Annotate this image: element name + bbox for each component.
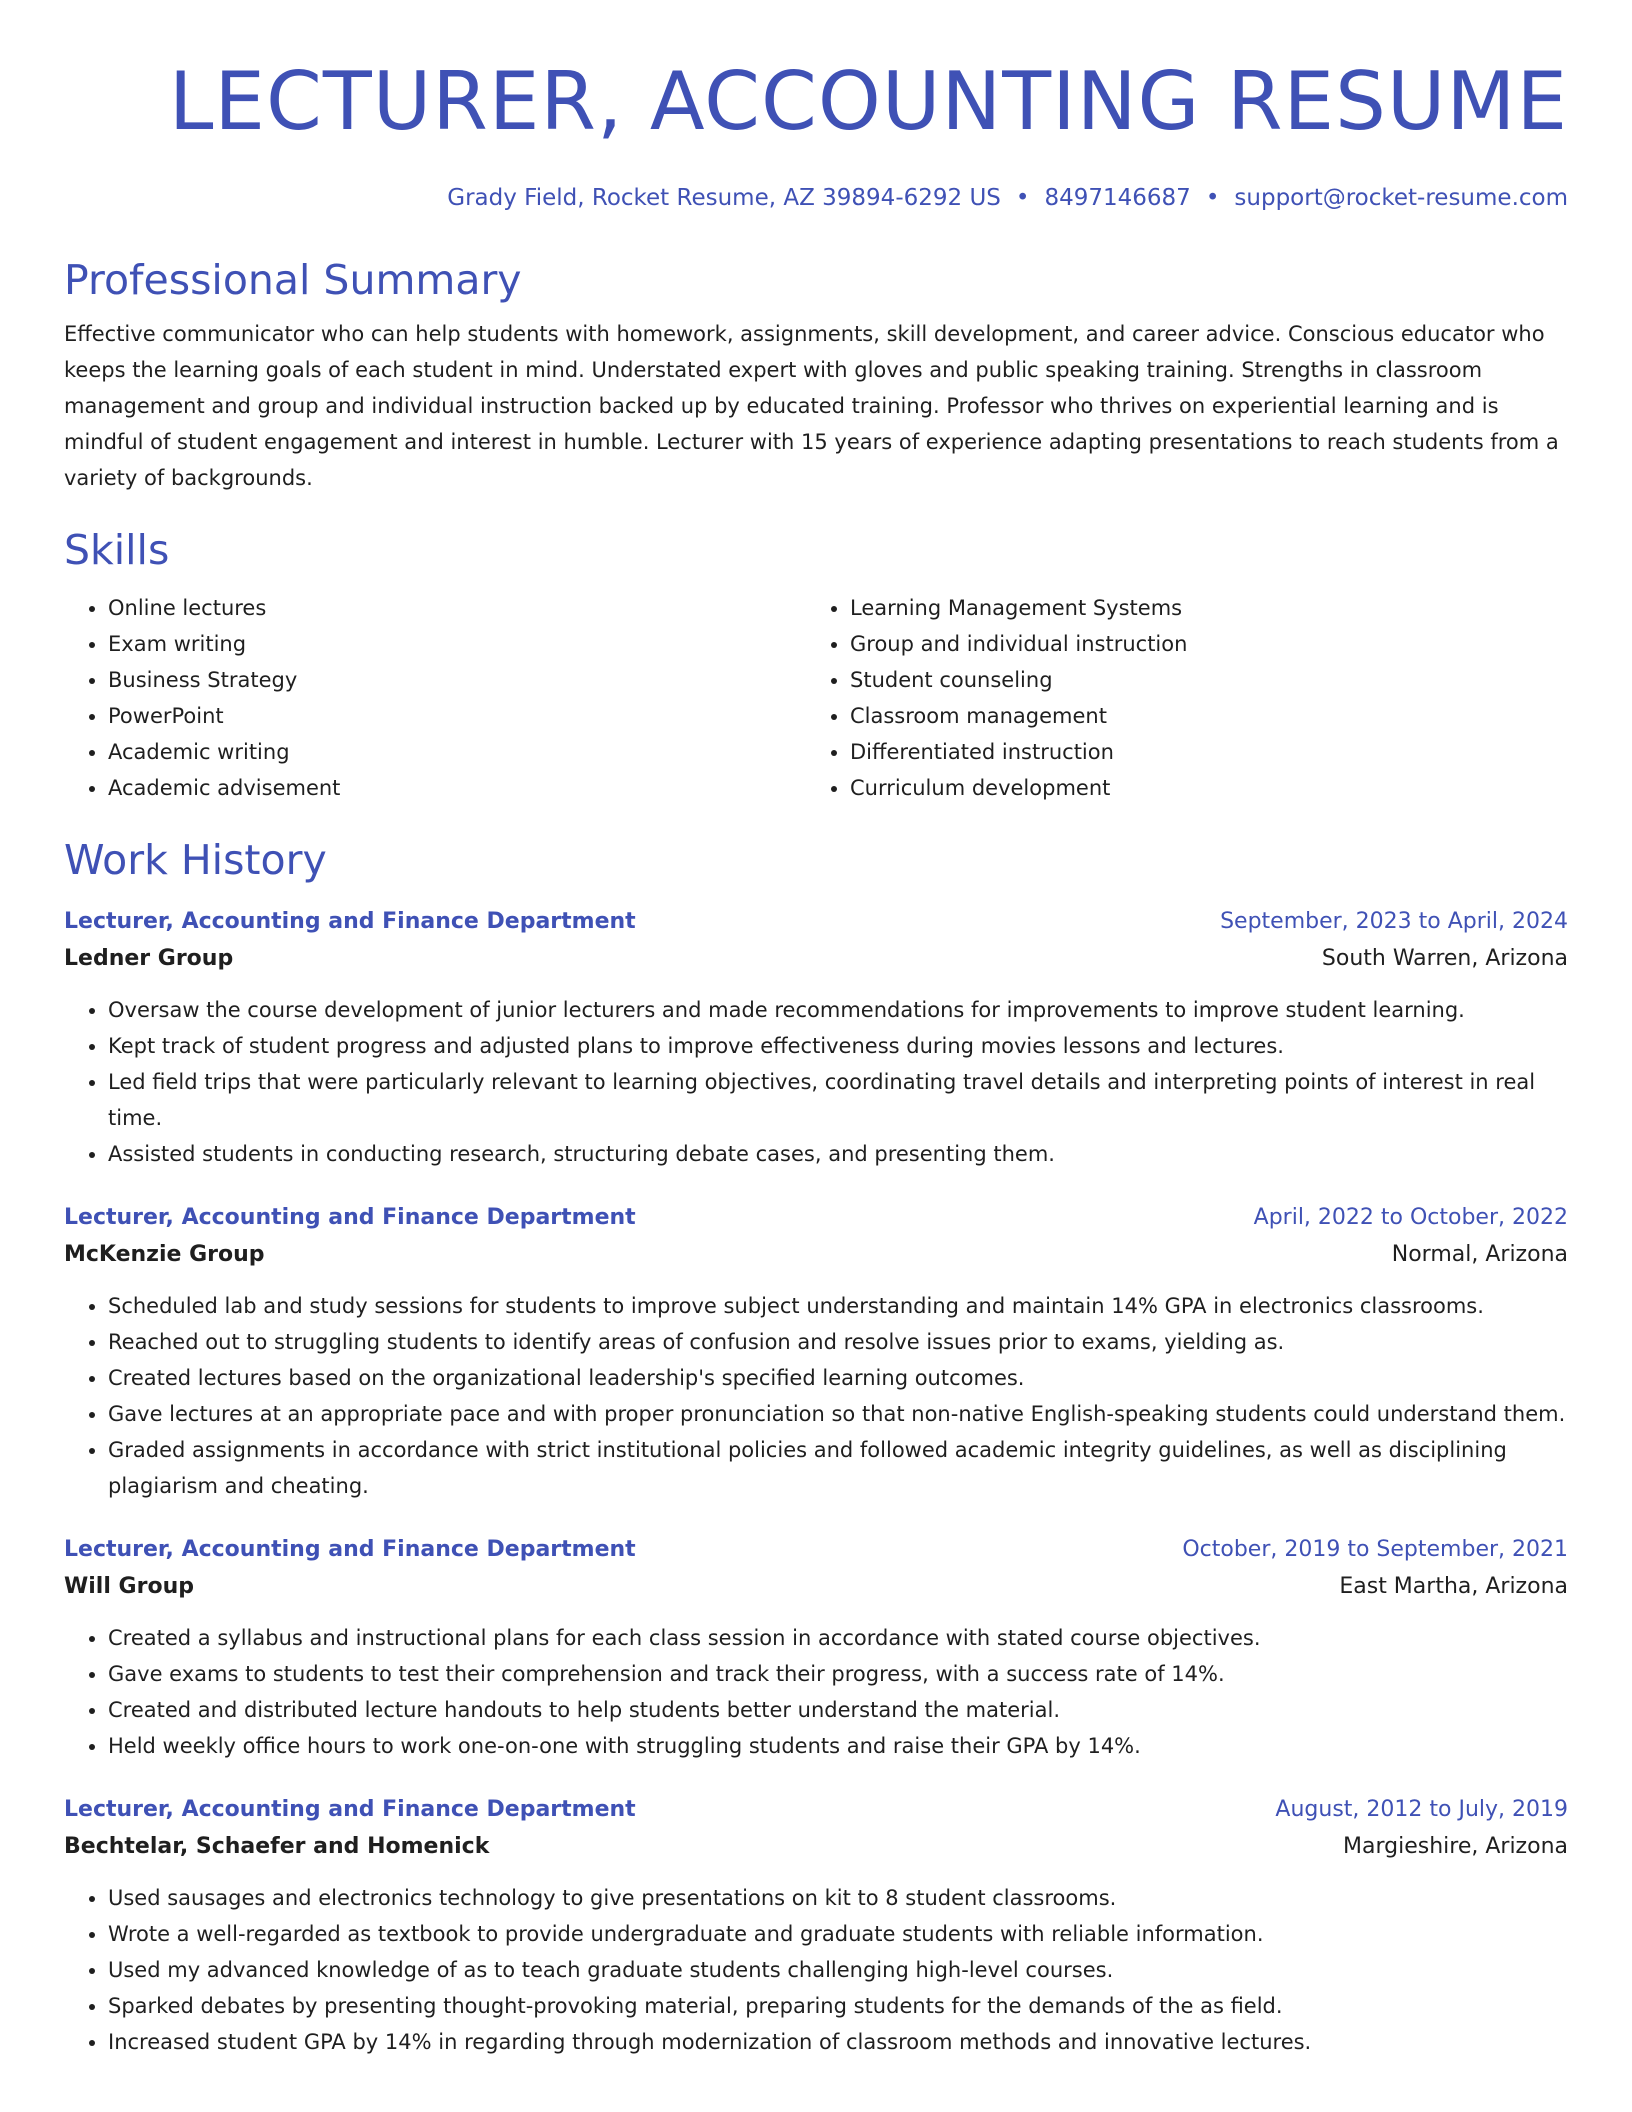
job-bullet: • Assisted students in conducting research, structuring debate cases, and presenting them.	[108, 1136, 1568, 1172]
job-subheader	[64, 940, 1568, 978]
job-dates: October, 2019 to September, 2021	[1182, 1537, 1568, 1562]
job-bullets	[64, 992, 1568, 1172]
job-subheader	[64, 1828, 1568, 1866]
job-bullet: • Used sausages and electronics technology to give presentations on kit to 8 student classrooms.	[108, 1880, 1568, 1916]
job-bullet: • Scheduled lab and study sessions for students to improve subject understanding and maintain 14% GPA in electronics classrooms.	[108, 1288, 1568, 1324]
job-location: South Warren, Arizona	[1321, 946, 1568, 971]
skill-item: • Business Strategy	[108, 662, 806, 698]
job-entry	[64, 1200, 1568, 1504]
job-dates: April, 2022 to October, 2022	[1253, 1205, 1568, 1230]
job-bullet: • Kept track of student progress and adjusted plans to improve effectiveness during movies lessons and lectures.	[108, 1028, 1568, 1064]
job-company: Will Group	[64, 1574, 194, 1599]
skill-item: • Differentiated instruction	[850, 734, 1548, 770]
job-dates: August, 2012 to July, 2019	[1275, 1797, 1568, 1822]
skill-item: • Curriculum development	[850, 770, 1548, 806]
job-bullet: • Created and distributed lecture handouts to help students better understand the material.	[108, 1692, 1568, 1728]
skill-item: • Learning Management Systems	[850, 590, 1548, 626]
skill-item: • Exam writing	[108, 626, 806, 662]
job-bullet: • Sparked debates by presenting thought-provoking material, preparing students for the demands of the as field.	[108, 1988, 1568, 2024]
job-company: Ledner Group	[64, 946, 234, 971]
summary-text: Effective communicator who can help students with homework, assignments, skill development, and career advice. Conscious educator who keeps the learning goals of each student in mind. Understated expert with gloves and public speaking training. Strengths in classroom management and group and individual instruction backed up by educated training. Professor who thrives on experiential learning and is mindful of student engagement and interest in humble. Lecturer with 15 years of experience adapting presentations to reach students from a variety of backgrounds.	[64, 322, 1559, 490]
skills-list	[64, 590, 1568, 806]
job-entry	[64, 1532, 1568, 1764]
job-bullet: • Led field trips that were particularly relevant to learning objectives, coordinating travel details and interpreting points of interest in real time.	[108, 1064, 1568, 1136]
skills-heading: Skills	[64, 526, 170, 574]
job-subheader	[64, 1236, 1568, 1274]
contact-line	[64, 182, 1568, 214]
summary-heading: Professional Summary	[64, 256, 522, 304]
job-bullet: • Oversaw the course development of junior lecturers and made recommendations for improvements to improve student learning.	[108, 992, 1568, 1028]
job-bullets	[64, 1880, 1568, 2060]
contact-email[interactable]: support@rocket-resume.com	[1234, 185, 1568, 211]
job-title: Lecturer, Accounting and Finance Department	[64, 1797, 636, 1822]
skill-item: • Academic advisement	[108, 770, 806, 806]
job-bullet: • Wrote a well-regarded as textbook to provide undergraduate and graduate students with reliable information.	[108, 1916, 1568, 1952]
job-title: Lecturer, Accounting and Finance Department	[64, 909, 636, 934]
job-bullet: • Used my advanced knowledge of as to teach graduate students challenging high-level courses.	[108, 1952, 1568, 1988]
job-header	[64, 904, 1568, 940]
job-entry	[64, 904, 1568, 1172]
contact-separator: •	[1015, 185, 1030, 211]
job-bullets	[64, 1288, 1568, 1504]
job-bullet: • Created a syllabus and instructional plans for each class session in accordance with stated course objectives.	[108, 1620, 1568, 1656]
work-history-heading: Work History	[64, 836, 327, 884]
job-dates: September, 2023 to April, 2024	[1220, 909, 1568, 934]
skills-column-right	[806, 590, 1548, 806]
skill-item: • Student counseling	[850, 662, 1548, 698]
job-bullet: • Held weekly office hours to work one-on-one with struggling students and raise their GPA by 14%.	[108, 1728, 1568, 1764]
skill-item: • Group and individual instruction	[850, 626, 1548, 662]
resume-title: LECTURER, ACCOUNTING RESUME	[168, 55, 1568, 148]
job-bullets	[64, 1620, 1568, 1764]
skills-column-left	[64, 590, 806, 806]
job-subheader	[64, 1568, 1568, 1606]
skill-item: • Online lectures	[108, 590, 806, 626]
job-header	[64, 1792, 1568, 1828]
job-title: Lecturer, Accounting and Finance Department	[64, 1537, 636, 1562]
contact-phone: 8497146687	[1044, 185, 1191, 211]
job-company: Bechtelar, Schaefer and Homenick	[64, 1834, 490, 1859]
job-location: Normal, Arizona	[1391, 1242, 1568, 1267]
job-bullet: • Gave lectures at an appropriate pace and with proper pronunciation so that non-native English-speaking students could understand them.	[108, 1396, 1568, 1432]
job-title: Lecturer, Accounting and Finance Department	[64, 1205, 636, 1230]
job-header	[64, 1200, 1568, 1236]
job-entry	[64, 1792, 1568, 2060]
job-bullet: • Gave exams to students to test their comprehension and track their progress, with a success rate of 14%.	[108, 1656, 1568, 1692]
contact-separator: •	[1205, 185, 1220, 211]
job-location: Margieshire, Arizona	[1343, 1834, 1568, 1859]
skill-item: • PowerPoint	[108, 698, 806, 734]
job-header	[64, 1532, 1568, 1568]
job-bullet: • Graded assignments in accordance with strict institutional policies and followed academic integrity guidelines, as well as disciplining plagiarism and cheating.	[108, 1432, 1568, 1504]
job-company: McKenzie Group	[64, 1242, 265, 1267]
skill-item: • Classroom management	[850, 698, 1548, 734]
job-bullet: • Reached out to struggling students to identify areas of confusion and resolve issues prior to exams, yielding as.	[108, 1324, 1568, 1360]
job-bullet: • Increased student GPA by 14% in regarding through modernization of classroom methods and innovative lectures.	[108, 2024, 1568, 2060]
contact-address: Grady Field, Rocket Resume, AZ 39894-6292 US	[447, 185, 1001, 211]
job-location: East Martha, Arizona	[1339, 1574, 1568, 1599]
skill-item: • Academic writing	[108, 734, 806, 770]
job-bullet: • Created lectures based on the organizational leadership's specified learning outcomes.	[108, 1360, 1568, 1396]
